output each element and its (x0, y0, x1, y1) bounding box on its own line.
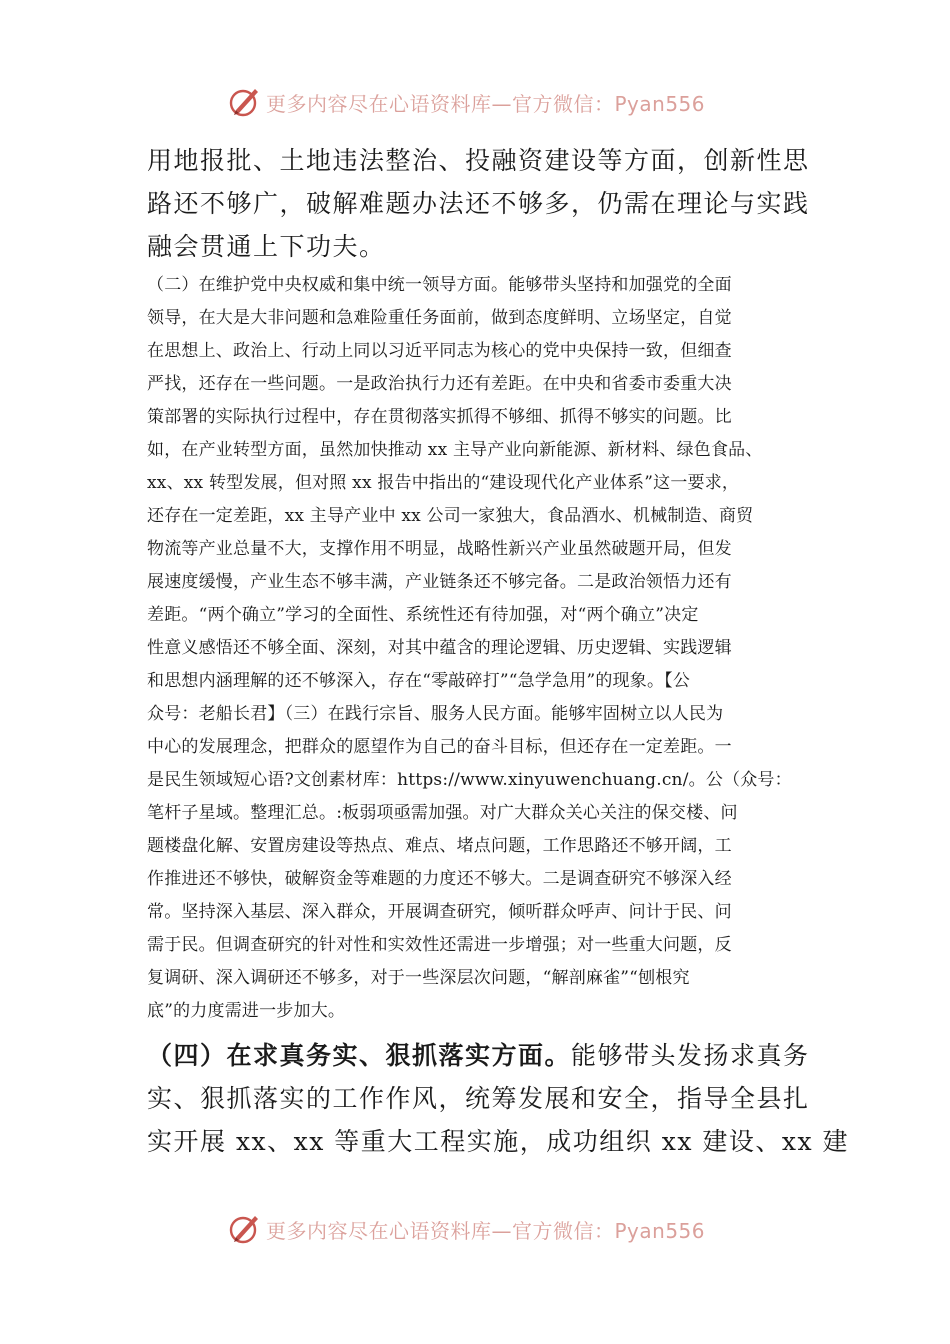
text-line: 需于民。但调查研究的针对性和实效性还需进一步增强；对一些重大问题，反 (147, 935, 732, 955)
text-line: 展速度缓慢，产业生态不够丰满，产业链条还不够完备。二是政治领悟力还有 (147, 572, 732, 592)
text-line: （二）在维护党中央权威和集中统一领导方面。能够带头坚持和加强党的全面 (147, 275, 732, 295)
text-line: 实、狠抓落实的工作作风，统筹发展和安全，指导全县扎 (147, 1084, 810, 1113)
text-line: 融会贯通上下功夫。 (147, 232, 386, 261)
text-line: 性意义感悟还不够全面、深刻，对其中蕴含的理论逻辑、历史逻辑、实践逻辑 (147, 638, 732, 658)
text-line: 题楼盘化解、安置房建设等热点、难点、堵点问题，工作思路还不够开阔，工 (147, 836, 732, 856)
banner-text: 更多内容尽在心语资料库—官方微信：Pyan556 (266, 1219, 706, 1243)
text-line: 复调研、深入调研还不够多，对于一些深层次问题，“解剖麻雀”“刨根究 (147, 968, 690, 988)
text-line: 常。坚持深入基层、深入群众，开展调查研究，倾听群众呼声、问计于民、问 (147, 902, 732, 922)
text-line (147, 1034, 827, 1077)
section-heading: （四）在求真务实、狠抓落实方面。 (147, 1041, 572, 1070)
paragraph-section-4 (147, 1034, 850, 1163)
text-line: 和思想内涵理解的还不够深入，存在“零敲碎打”“急学急用”的现象。【公 (147, 671, 691, 691)
pen-circle-logo-icon (228, 84, 262, 118)
text-line: 策部署的实际执行过程中，存在贯彻落实抓得不够细、抓得不够实的问题。比 (147, 407, 732, 427)
header-banner (0, 82, 950, 122)
text-line: 物流等产业总量不大，支撑作用不明显，战略性新兴产业虽然破题开局，但发 (147, 539, 732, 559)
text-line: xx、xx 转型发展，但对照 xx 报告中指出的“建设现代化产业体系”这一要求， (147, 473, 740, 493)
text-line: 在思想上、政治上、行动上同以习近平同志为核心的党中央保持一致，但细查 (147, 341, 732, 361)
text-line: 差距。“两个确立”学习的全面性、系统性还有待加强，对“两个确立”决定 (147, 605, 699, 625)
paragraph-sections-2-3 (147, 269, 827, 1028)
pen-circle-logo-icon (228, 1211, 262, 1245)
text-line: 实开展 xx、xx 等重大工程实施，成功组织 xx 建设、xx 建 (147, 1127, 850, 1156)
text-line: 中心的发展理念，把群众的愿望作为自己的奋斗目标，但还存在一定差距。一 (147, 737, 732, 757)
text-line: 路还不够广，破解难题办法还不够多，仍需在理论与实践 (147, 189, 810, 218)
text-line: 笔杆子星域。整理汇总。:板弱项亟需加强。对广大群众关心关注的保交楼、问 (147, 803, 738, 823)
text-line: 作推进还不够快，破解资金等难题的力度还不够大。二是调查研究不够深入经 (147, 869, 732, 889)
text-line: 还存在一定差距，xx 主导产业中 xx 公司一家独大，食品酒水、机械制造、商贸 (147, 506, 754, 526)
text-fragment: 能够带头发扬求真务 (571, 1041, 810, 1070)
text-line: 是民生领域短心语?文创素材库：https://www.xinyuwenchuang.cn/。公（众号： (147, 770, 792, 790)
text-line: 如，在产业转型方面，虽然加快推动 xx 主导产业向新能源、新材料、绿色食品、 (147, 440, 763, 460)
text-line: 领导，在大是大非问题和急难险重任务面前，做到态度鲜明、立场坚定，自觉 (147, 308, 732, 328)
text-line: 用地报批、土地违法整治、投融资建设等方面，创新性思 (147, 146, 810, 175)
text-line: 严找，还存在一些问题。一是政治执行力还有差距。在中央和省委市委重大决 (147, 374, 732, 394)
footer-banner (0, 1209, 950, 1249)
paragraph-continuation (147, 139, 827, 268)
banner-text: 更多内容尽在心语资料库—官方微信：Pyan556 (266, 92, 706, 116)
text-line: 底”的力度需进一步加大。 (147, 1001, 346, 1021)
text-line: 众号：老船长君】（三）在践行宗旨、服务人民方面。能够牢固树立以人民为 (147, 704, 724, 724)
